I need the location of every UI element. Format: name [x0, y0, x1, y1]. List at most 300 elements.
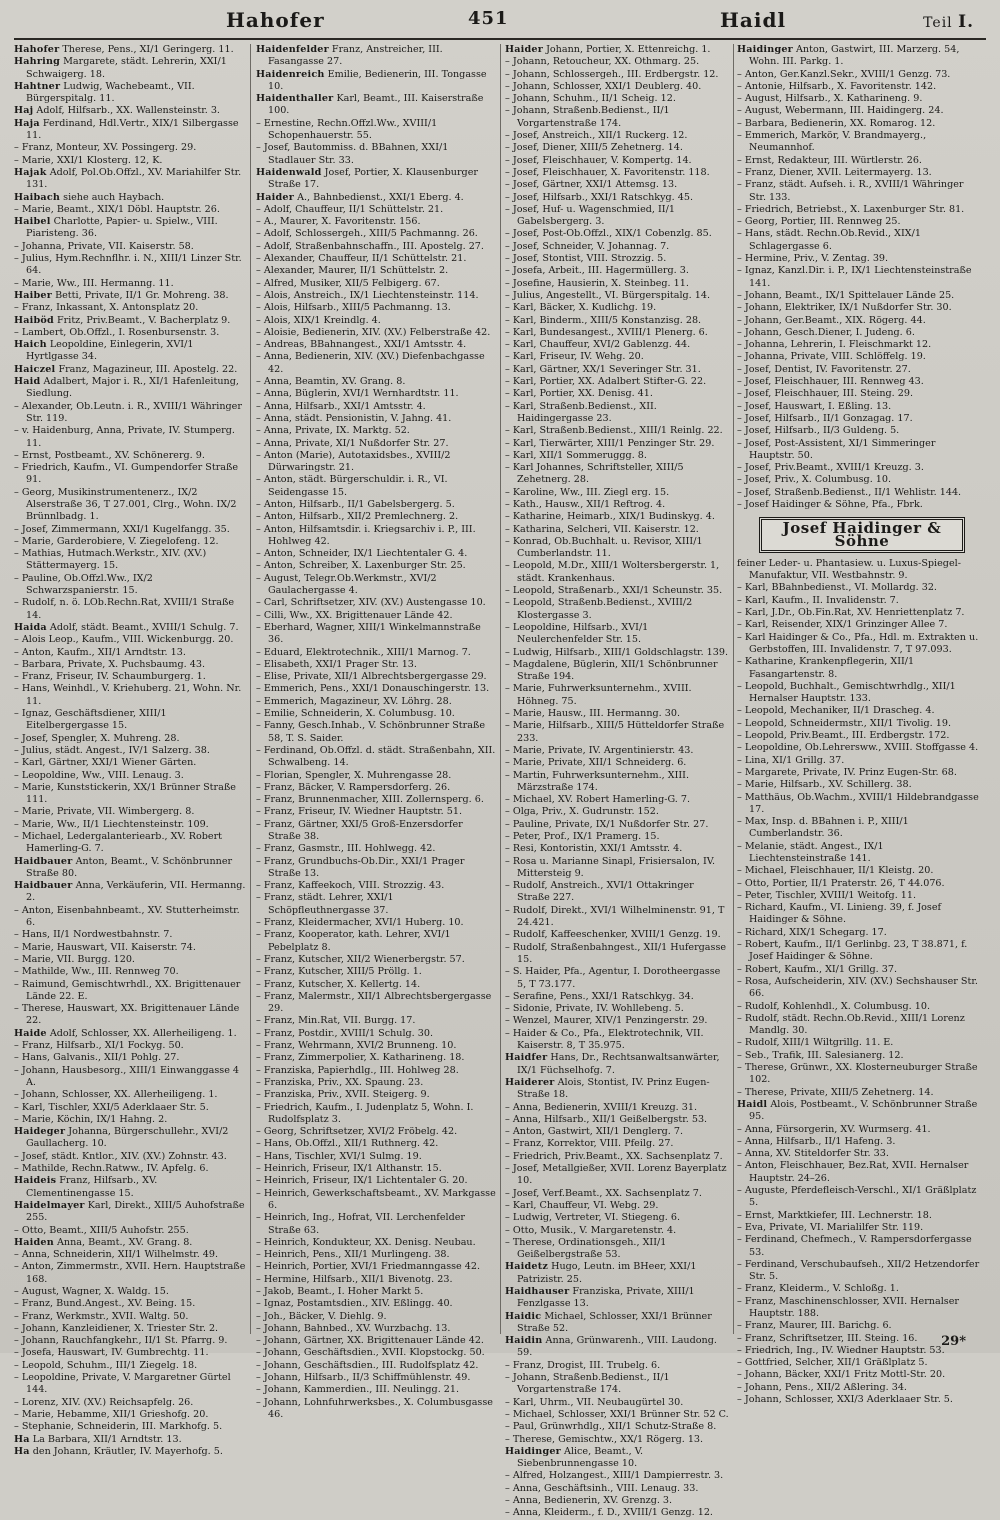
entry-details: – Marie, VII. Burgg. 120.	[14, 953, 135, 965]
entry-details: – Aloisie, Bedienerin, XIV. (XV.) Felberstraße 42.	[256, 326, 491, 338]
entry-details: – Karl, Chauffeur, VI. Webg. 29.	[505, 1199, 659, 1211]
entry-details: – Franz, Wehrmann, XVI/2 Brunneng. 10.	[256, 1040, 457, 1052]
directory-entry	[14, 1421, 246, 1433]
part-label-text: Teil	[923, 15, 953, 31]
entry-details: – Anna, Hilfsarb., XII/1 Geißelbergstr. 53.	[505, 1113, 708, 1125]
entry-details: – Franz, Maurer, III. Barichg. 6.	[737, 1320, 892, 1332]
entry-details: – Josef, Metallgießer, XVII. Lorenz Bayerplatz 10.	[505, 1163, 727, 1187]
entry-details: – Rosa, Aufscheiderin, XIV. (XV.) Sechshauser Str. 66.	[737, 975, 978, 1000]
entry-details: – Josef, Straßenb.Bedienst., II/1 Wehlistr. 144.	[737, 486, 962, 498]
directory-entry	[737, 69, 981, 81]
entry-details: – Johann, Schlossergeh., III. Erdbergstr. 12.	[505, 68, 719, 80]
directory-entry	[256, 388, 496, 400]
entry-details: Johann, Portier, X. Ettenreichg. 1.	[546, 44, 711, 55]
entry-details: – Hans, Ob.Offzl., XII/1 Ruthnerg. 42.	[256, 1138, 439, 1150]
entry-details: – Anna, Bedienerin, XV. Grenzg. 3.	[505, 1495, 673, 1507]
directory-entry	[737, 927, 981, 939]
entry-details: – Robert, Kaufm., II/1 Gerlinbg. 23, T 38.871, f. Josef Haidinger & Söhne.	[737, 939, 968, 963]
entry-details: – Seb., Trafik, III. Salesianerg. 12.	[737, 1049, 904, 1061]
directory-entry	[505, 44, 729, 56]
entry-details: – Adolf, Chauffeur, II/1 Schüttelstr. 21.	[256, 203, 444, 215]
entry-details: – Ignaz, Postamtsdien., XIV. Eßlingg. 40.	[256, 1298, 453, 1310]
entry-details: – Anton, Hilfsarb., XII/2 Premlechnerg. 2.	[256, 511, 459, 523]
entry-details: – Anna, städt. Pensionistin, V. Jahng. 41.	[256, 412, 452, 424]
directory-entry	[14, 979, 246, 1004]
entry-details: – Josef, Bautommiss. d. BBahnen, XXI/1 Stadlauer Str. 33.	[256, 142, 449, 166]
directory-entry	[256, 671, 496, 683]
directory-entry	[14, 806, 246, 818]
directory-entry	[14, 1126, 246, 1151]
directory-entry	[14, 634, 246, 646]
entry-details: – Julius, Hym.Rechnflhr. i. N., XIII/1 Linzer Str. 64.	[14, 253, 242, 277]
entry-details: Franz, Hilfsarb., XV. Clementinengasse 15.	[26, 1175, 158, 1199]
directory-entry	[505, 1470, 729, 1482]
directory-entry	[14, 1372, 246, 1397]
entry-details: – Hermine, Hilfsarb., XII/1 Bivenotg. 23.	[256, 1273, 453, 1285]
entry-details: – Therese, Gemischtw., XX/1 Rögerg. 13.	[505, 1433, 704, 1445]
entry-details: – Richard, Kaufm., VI. Linieng. 39, f. Josef Haidinger & Söhne.	[737, 902, 942, 926]
directory-entry	[14, 1286, 246, 1298]
entry-surname: Ha	[14, 1445, 30, 1457]
directory-entry	[737, 1148, 981, 1160]
entry-surname: Ha	[14, 1433, 30, 1445]
entry-surname: Haidfer	[505, 1052, 548, 1064]
directory-entry	[14, 1114, 246, 1126]
entry-details: Hans, Dr., Rechtsanwaltsanwärter, IX/1 Füchselhofg. 7.	[517, 1052, 720, 1076]
directory-entry	[14, 44, 246, 56]
directory-entry	[505, 327, 729, 339]
directory-entry	[256, 474, 496, 499]
directory-entry	[14, 327, 246, 339]
directory-entry	[737, 388, 981, 400]
entry-details: – Paul, Grünwrhdlg., XII/1 Schutz-Straße 8.	[505, 1421, 717, 1433]
entry-details: – Eduard, Elektrotechnik., XIII/1 Marnog. 7.	[256, 646, 471, 658]
directory-entry	[14, 302, 246, 314]
entry-details: – Anna, Bedienerin, XVIII/1 Kreuzg. 31.	[505, 1101, 698, 1113]
entry-details: – Josef, Gärtner, XXI/1 Attemsg. 13.	[505, 179, 678, 191]
directory-entry	[737, 705, 981, 717]
entry-surname: Hahring	[14, 56, 61, 68]
directory-entry	[505, 929, 729, 941]
directory-entry	[505, 167, 729, 179]
directory-entry	[256, 1286, 496, 1298]
entry-details: – Rudolf, Straßenbahngest., XII/1 Hufergasse 15.	[505, 941, 727, 965]
entry-details: – Josef, Post-Ob.Offzl., XIX/1 Cobenzlg. 85.	[505, 228, 712, 240]
entry-details: – Franz, Friseur, IV. Schaumburgerg. 1.	[14, 671, 206, 683]
entry-details: – Karl, Friseur, IV. Wehg. 20.	[505, 351, 644, 363]
directory-entry	[737, 1210, 981, 1222]
directory-entry	[256, 1015, 496, 1027]
entry-details: – Marie, Fuhrwerksunternehm., XVIII. Höhneg. 75.	[505, 683, 692, 707]
entry-details: – Karl, Tischler, XXI/5 Aderklaaer Str. 5.	[14, 1101, 209, 1113]
entry-details: – Johann, Geschäftsdien., XVII. Klopstockg. 50.	[256, 1347, 485, 1359]
directory-entry	[505, 880, 729, 905]
directory-entry	[256, 1397, 496, 1422]
entry-details: – Josef, städt. Kntlor., XIV. (XV.) Zohnstr. 43.	[14, 1150, 227, 1162]
directory-entry	[505, 179, 729, 191]
directory-entry	[737, 1320, 981, 1332]
directory-entry	[505, 1434, 729, 1446]
directory-entry	[737, 595, 981, 607]
directory-entry	[737, 438, 981, 463]
entry-details: Franziska, Private, XIII/1 Fenzlgasse 13.	[517, 1285, 695, 1310]
entry-details: – Heinrich, Friseur, IX/1 Althanstr. 15.	[256, 1163, 442, 1175]
entry-surname: Haidelmayer	[14, 1199, 85, 1211]
entry-details: – Alexander, Ob.Leutn. i. R., XVIII/1 Währinger Str. 119.	[14, 400, 242, 424]
entry-details: – Ferdinand, Chefmech., V. Rampersdorfergasse 53.	[737, 1234, 972, 1258]
directory-entry	[505, 622, 729, 647]
entry-details: – Johann, Gärtner, XX. Brigittenauer Lände 42.	[256, 1335, 484, 1347]
directory-entry	[505, 438, 729, 450]
entry-details: – Josefine, Hausierin, X. Steinbeg. 11.	[505, 277, 689, 289]
entry-details: – Rosa u. Marianne Sinapl, Frisiersalon, IV. Mittersteig 9.	[505, 855, 716, 879]
directory-entry	[505, 401, 729, 426]
entry-surname: Haideger	[14, 1126, 66, 1138]
entry-details: – Franz, Kaffeekoch, VIII. Strozzig. 43.	[256, 880, 445, 892]
directory-entry	[737, 253, 981, 265]
directory-entry	[256, 1360, 496, 1372]
directory-entry	[737, 302, 981, 314]
entry-details: – Karl Haidinger & Co., Pfa., Hdl. m. Extrakten u. Gerbstoffen, III. Invalidenstr. 7, T 97.093.	[737, 631, 979, 655]
entry-surname: Hahtner	[14, 80, 61, 92]
directory-entry	[505, 1483, 729, 1495]
entry-details: – Heinrich, Pens., XII/1 Murlingeng. 38.	[256, 1249, 450, 1261]
entry-details: – Josef, Fleischhauer, III. Rennweg 43.	[737, 376, 924, 388]
directory-entry	[505, 560, 729, 585]
entry-details: – August, Telegr.Ob.Werkmstr., XVI/2 Gaulachergasse 4.	[256, 572, 437, 597]
entry-details: – Josef, Spengler, X. Muhreng. 28.	[14, 732, 180, 744]
entry-details: Franz, Magazineur, III. Apostelg. 22.	[58, 363, 238, 375]
directory-entry	[14, 647, 246, 659]
directory-entry	[505, 1507, 729, 1519]
entry-details: – Friedrich, Kaufm., I. Judenplatz 5, Wohn. I. Rudolfsplatz 3.	[256, 1101, 474, 1125]
directory-entry	[737, 204, 981, 216]
directory-entry	[14, 683, 246, 708]
entry-details: – Johanna, Lehrerin, I. Fleischmarkt 12.	[737, 339, 932, 351]
directory-entry	[256, 1065, 496, 1077]
entry-details: – Franz, Gärtner, XXI/5 Groß-Enzersdorfer Straße 38.	[256, 818, 463, 842]
entry-details: – Johann, Bäcker, XXI/1 Fritz Mottl-Str. 20.	[737, 1369, 946, 1381]
directory-entry	[505, 69, 729, 81]
entry-details: – Franz, Kooperator, kath. Lehrer, XVI/1 Pebelplatz 8.	[256, 929, 451, 953]
entry-details: – Leopold, Schneidermstr., XII/1 Tivolig. 19.	[737, 717, 951, 729]
entry-details: – Josef, Huf- u. Wagenschmied, II/1 Gabelsbergerg. 3.	[505, 203, 675, 228]
directory-entry	[14, 1163, 246, 1175]
directory-entry	[256, 241, 496, 253]
entry-surname: Haiböd	[14, 314, 54, 326]
directory-entry	[505, 364, 729, 376]
directory-entry	[256, 351, 496, 376]
entry-details: – Franz, Grundbuchs-Ob.Dir., XXI/1 Prager Straße 13.	[256, 855, 465, 879]
entry-details: – Alois Leop., Kaufm., VIII. Wickenburgg. 20.	[14, 634, 234, 646]
directory-entry	[505, 228, 729, 240]
entry-details: – Josef, Stontist, VIII. Strozzig. 5.	[505, 253, 667, 265]
directory-entry	[505, 597, 729, 622]
directory-entry	[256, 69, 496, 94]
directory-entry	[737, 1124, 981, 1136]
entry-details: – Anton, Schreiber, X. Laxenburger Str. 25.	[256, 560, 466, 572]
entry-details: – Karl, J.Dr., Ob.Fin.Rat, XV. Henriettenplatz 7.	[737, 607, 965, 619]
entry-details: – Marie, Garderobiere, V. Ziegelofeng. 12.	[14, 535, 219, 547]
directory-entry	[14, 1065, 246, 1090]
entry-details: – Johann, Elektriker, IX/1 Nußdorfer Str. 30.	[737, 302, 952, 314]
directory-entry	[14, 770, 246, 782]
entry-details: – Emilie, Schneiderin, X. Columbusg. 10.	[256, 708, 455, 720]
directory-entry	[737, 327, 981, 339]
directory-entry	[256, 696, 496, 708]
directory-entry	[256, 770, 496, 782]
entry-details: – Haider & Co., Pfa., Elektrotechnik, VII. Kaiserstr. 8, T 35.975.	[505, 1027, 704, 1052]
directory-entry	[14, 1311, 246, 1323]
directory-entry	[14, 339, 246, 364]
directory-entry	[256, 1237, 496, 1249]
entry-details: – Franziska, Priv., XVII. Steigerg. 9.	[256, 1089, 430, 1101]
entry-details: – Leopold, M.Dr., XIII/1 Woltersbergerstr. 1, städt. Krankenhaus.	[505, 560, 720, 584]
entry-details: – Josef, Schneider, V. Johannag. 7.	[505, 240, 670, 252]
directory-entry	[737, 216, 981, 228]
directory-entry	[737, 1369, 981, 1381]
directory-entry	[256, 1249, 496, 1261]
entry-details: – Josef, Verf.Beamt., XX. Sachsenplatz 7.	[505, 1187, 702, 1199]
directory-entry	[256, 511, 496, 523]
entry-details: – Leopoldine, Hilfsarb., XVI/1 Neulerchenfelder Str. 15.	[505, 621, 649, 646]
entry-details: – Heinrich, Gewerkschaftsbeamt., XV. Markgasse 6.	[256, 1187, 496, 1211]
entry-surname: Haiderer	[505, 1076, 555, 1088]
directory-entry	[505, 1409, 729, 1421]
entry-details: – Rudolf, Direkt., XVI/1 Wilhelminenstr. 91, T 24.421.	[505, 904, 725, 929]
entry-details: – Matthäus, Ob.Wachm., XVIII/1 Hildebrandgasse 17.	[737, 791, 979, 815]
directory-entry	[505, 511, 729, 523]
directory-entry	[505, 450, 729, 462]
directory-entry	[505, 302, 729, 314]
entry-details: – Ferdinand, Ob.Offzl. d. städt. Straßenbahn, XII. Schwalbeng. 14.	[256, 744, 496, 769]
directory-entry	[505, 757, 729, 769]
entry-surname: Haidinger	[737, 44, 793, 55]
directory-entry	[256, 1311, 496, 1323]
directory-entry	[14, 819, 246, 831]
entry-surname: Haibel	[14, 216, 51, 228]
entry-details: – Friedrich, Ing., IV. Wiedner Hauptstr. 53.	[737, 1344, 945, 1356]
directory-entry	[505, 192, 729, 204]
entry-surname: Haidbauer	[14, 855, 73, 867]
directory-entry	[14, 597, 246, 622]
entry-details: – Carl, Schriftsetzer, XIV. (XV.) Austengasse 10.	[256, 597, 486, 609]
directory-entry	[256, 1261, 496, 1273]
entry-details: – Lina, XI/1 Grillg. 37.	[737, 754, 845, 766]
directory-entry	[14, 253, 246, 278]
directory-entry	[737, 1394, 981, 1406]
entry-details: – Anton, städt. Bürgerschuldir. i. R., VI. Seidengasse 15.	[256, 474, 448, 498]
entry-details: – Marie, Ww., II/1 Liechtensteinstr. 109.	[14, 818, 209, 830]
directory-entry	[256, 1102, 496, 1127]
column-divider	[250, 44, 251, 1334]
entry-surname: Haidbauer	[14, 880, 73, 892]
directory-entry	[256, 142, 496, 167]
entry-surname: Haich	[14, 339, 47, 351]
entry-surname: Haideis	[14, 1175, 57, 1187]
directory-entry	[737, 425, 981, 437]
entry-details: – Otto, Beamt., XIII/5 Auhofstr. 255.	[14, 1224, 189, 1236]
directory-entry	[505, 1052, 729, 1077]
entry-details: – Anton, Zimmermstr., XVII. Hern. Hauptstraße 168.	[14, 1261, 246, 1285]
directory-entry	[14, 1323, 246, 1335]
entry-details: – Leopold, Buchhalt., Gemischtwrhdlg., XII/1 Hernalser Hauptstr. 133.	[737, 680, 956, 705]
entry-details: – Franz, Brunnenmacher, XIII. Zollernsperg. 6.	[256, 794, 484, 806]
directory-entry	[737, 902, 981, 927]
entry-details: – Marie, Kunststickerin, XX/1 Brünner Straße 111.	[14, 781, 236, 806]
entry-details: – Franz, städt. Aufseh. i. R., XVIII/1 Währinger Str. 133.	[737, 179, 964, 203]
entry-details: – Friedrich, Betriebst., X. Laxenburger Str. 81.	[737, 203, 965, 215]
entry-details: – Marie, Beamt., XIX/1 Döbl. Hauptstr. 26.	[14, 203, 220, 215]
entry-details: – Margarete, Private, IV. Prinz Eugen-Str. 68.	[737, 766, 957, 778]
directory-entry	[737, 376, 981, 388]
header-right-catchword: Haidl	[720, 8, 787, 32]
entry-details: – Anna, Kleiderm., f. D., XVIII/1 Genzg. 12.	[505, 1507, 713, 1519]
directory-entry	[505, 1200, 729, 1212]
entry-details: – Johanna, Private, VIII. Schlöffelg. 19.	[737, 351, 926, 363]
directory-entry	[505, 905, 729, 930]
entry-details: Karl, Direkt., XIII/5 Auhofstraße 255.	[26, 1199, 245, 1224]
directory-entry	[14, 81, 246, 106]
directory-entry	[14, 1200, 246, 1225]
page-number: 451	[468, 8, 509, 29]
entry-details: den Johann, Kräutler, IV. Mayerhofg. 5.	[32, 1445, 223, 1457]
directory-entry	[14, 954, 246, 966]
entry-details: – Sidonie, Private, IV. Wohllebeng. 5.	[505, 1003, 684, 1015]
directory-entry	[14, 671, 246, 683]
directory-entry	[256, 192, 496, 204]
entry-details: – Josef, Fleischhauer, X. Favoritenstr. 118.	[505, 166, 710, 178]
directory-entry	[505, 831, 729, 843]
entry-details: – Rudolf, Kaffeeschenker, XVIII/1 Genzg. 19.	[505, 929, 721, 941]
entry-details: – Hans, Galvanis., XII/1 Pohlg. 27.	[14, 1052, 180, 1064]
directory-entry	[14, 1052, 246, 1064]
directory-entry	[256, 1175, 496, 1187]
directory-entry	[505, 720, 729, 745]
entry-details: – Anton, Schneider, IX/1 Liechtentaler G. 4.	[256, 548, 468, 560]
directory-entry	[505, 1028, 729, 1053]
directory-entry	[505, 1286, 729, 1311]
directory-entry	[14, 315, 246, 327]
directory-entry	[256, 708, 496, 720]
directory-entry	[256, 806, 496, 818]
directory-entry	[737, 1296, 981, 1321]
directory-entry	[737, 816, 981, 841]
entry-details: – Heinrich, Friseur, IX/1 Lichtentaler G. 20.	[256, 1175, 468, 1187]
directory-entry	[505, 1077, 729, 1102]
directory-entry	[505, 524, 729, 536]
entry-details: Johanna, Bürgerschullehr., XVI/2 Gaullacherg. 10.	[26, 1126, 229, 1150]
entry-details: – Marie, Private, XII/1 Schneiderg. 6.	[505, 757, 687, 769]
entry-details: – Marie, Hausw., III. Hermanng. 30.	[505, 708, 681, 720]
directory-entry	[505, 806, 729, 818]
entry-details: – Johann, Kanzleidiener, X. Triester Str. 2.	[14, 1322, 219, 1334]
entry-details: – Eberhard, Wagner, XIII/1 Winkelmannstraße 36.	[256, 621, 481, 646]
column-divider	[500, 44, 501, 1334]
entry-details: – Karl, Straßenb.Bedienst., XIII/1 Reinlg. 22.	[505, 425, 723, 437]
entry-details: – Marie, Hilfsarb., XV. Schillerg. 38.	[737, 779, 912, 791]
entry-surname: Haibach	[14, 191, 61, 203]
entry-details: – Franz, Hilfsarb., XI/1 Fockyg. 50.	[14, 1040, 184, 1052]
directory-entry	[256, 1126, 496, 1138]
directory-entry	[737, 607, 981, 619]
entry-details: Adalbert, Major i. R., XI/1 Hafenleitung, Siedlung.	[26, 376, 239, 400]
entry-details: – Marie, Private, VII. Wimbergerg. 8.	[14, 806, 195, 818]
directory-entry	[505, 770, 729, 795]
entry-details: – Johann, Retoucheur, XX. Othmarg. 25.	[505, 56, 700, 68]
entry-details: Fritz, Priv.Beamt., V. Bacherplatz 9.	[57, 314, 231, 326]
directory-entry	[505, 388, 729, 400]
entry-details: – Hans, II/1 Nordwestbahnstr. 7.	[14, 929, 173, 941]
entry-details: Charlotte, Papier- u. Spielw., VIII. Piaristeng. 36.	[26, 216, 218, 240]
entry-details: – Leopold, Mechaniker, II/1 Drascheg. 4.	[737, 705, 935, 717]
entry-details: Franz, Anstreicher, III. Fasangasse 27.	[268, 44, 443, 68]
directory-entry	[505, 966, 729, 991]
entry-details: – Anton, Ger.Kanzl.Sekr., XVIII/1 Genzg. 73.	[737, 68, 951, 80]
entry-details: – August, Hilfsarb., X. Katharineng. 9.	[737, 93, 923, 105]
directory-entry	[505, 351, 729, 363]
directory-entry	[256, 597, 496, 609]
entry-details: – Konrad, Ob.Buchhalt. u. Revisor, XIII/1 Cumberlandstr. 11.	[505, 535, 703, 560]
directory-entry	[14, 757, 246, 769]
entry-details: – Johann, Beamt., IX/1 Spittelauer Lände 25.	[737, 289, 955, 301]
entry-details: – Georg, Schriftsetzer, XVI/2 Fröbelg. 42.	[256, 1126, 458, 1138]
directory-entry	[505, 647, 729, 659]
entry-details: – Alfred, Holzangest., XIII/1 Dampierrestr. 3.	[505, 1470, 724, 1482]
entry-details: – Johann, Pens., XII/2 Aßlering. 34.	[737, 1381, 907, 1393]
entry-details: A., Bahnbedienst., XXI/1 Eberg. 4.	[297, 191, 464, 203]
column-divider	[733, 44, 734, 1334]
directory-entry	[505, 843, 729, 855]
entry-details: Karl, Beamt., III. Kaiserstraße 100.	[268, 93, 484, 117]
directory-entry	[505, 794, 729, 806]
directory-entry	[737, 462, 981, 474]
entry-details: – Johann, Schlosser, XX. Allerheiligeng. 1.	[14, 1089, 218, 1101]
directory-entry	[737, 364, 981, 376]
entry-details: – Marie, Private, IV. Argentinierstr. 43.	[505, 744, 694, 756]
entry-details: – Josef, Hilfsarb., XXI/1 Ratschkyg. 45.	[505, 191, 694, 203]
directory-entry	[505, 81, 729, 93]
entry-details: – Johann, Ger.Beamt., XIX. Rögerg. 44.	[737, 314, 926, 326]
entry-details: – Emmerich, Pens., XXI/1 Donauschingerstr. 13.	[256, 683, 490, 695]
entry-details: – Leopoldine, Ww., VIII. Lenaug. 3.	[14, 769, 184, 781]
entry-details: – Franz, Schriftsetzer, III. Steing. 16.	[737, 1332, 918, 1344]
entry-details: – Katharina, Selcheri, VII. Kaiserstr. 12.	[505, 523, 699, 535]
directory-entry	[256, 315, 496, 327]
directory-entry	[256, 880, 496, 892]
directory-entry	[737, 632, 981, 657]
directory-entry	[256, 1188, 496, 1213]
directory-entry	[14, 155, 246, 167]
directory-entry	[505, 819, 729, 831]
entry-details: – Ernst, Postbeamt., XV. Schönererg. 9.	[14, 449, 205, 461]
directory-entry	[737, 44, 981, 69]
directory-entry	[737, 779, 981, 791]
directory-entry	[737, 890, 981, 902]
entry-details: – Cilli, Ww., XX. Brigittenauer Lände 42.	[256, 609, 453, 621]
entry-details: – Franz, Kutscher, XIII/5 Pröllg. 1.	[256, 966, 422, 978]
entry-surname: Haidetz	[505, 1261, 549, 1273]
directory-entry	[14, 487, 246, 524]
directory-entry	[14, 1040, 246, 1052]
entry-details: Michael, Schlosser, XXI/1 Brünner Straße 52.	[517, 1310, 712, 1334]
entry-details: – Franz, Monteur, XV. Possingerg. 29.	[14, 142, 197, 154]
entry-details: – Barbara, Private, X. Puchsbaumg. 43.	[14, 658, 206, 670]
entry-details: – Mathilde, Ww., III. Rennweg 70.	[14, 966, 179, 978]
part-label	[923, 12, 974, 32]
entry-details: – Anna, Hilfsarb., II/1 Hafeng. 3.	[737, 1135, 896, 1147]
directory-entry	[737, 767, 981, 779]
